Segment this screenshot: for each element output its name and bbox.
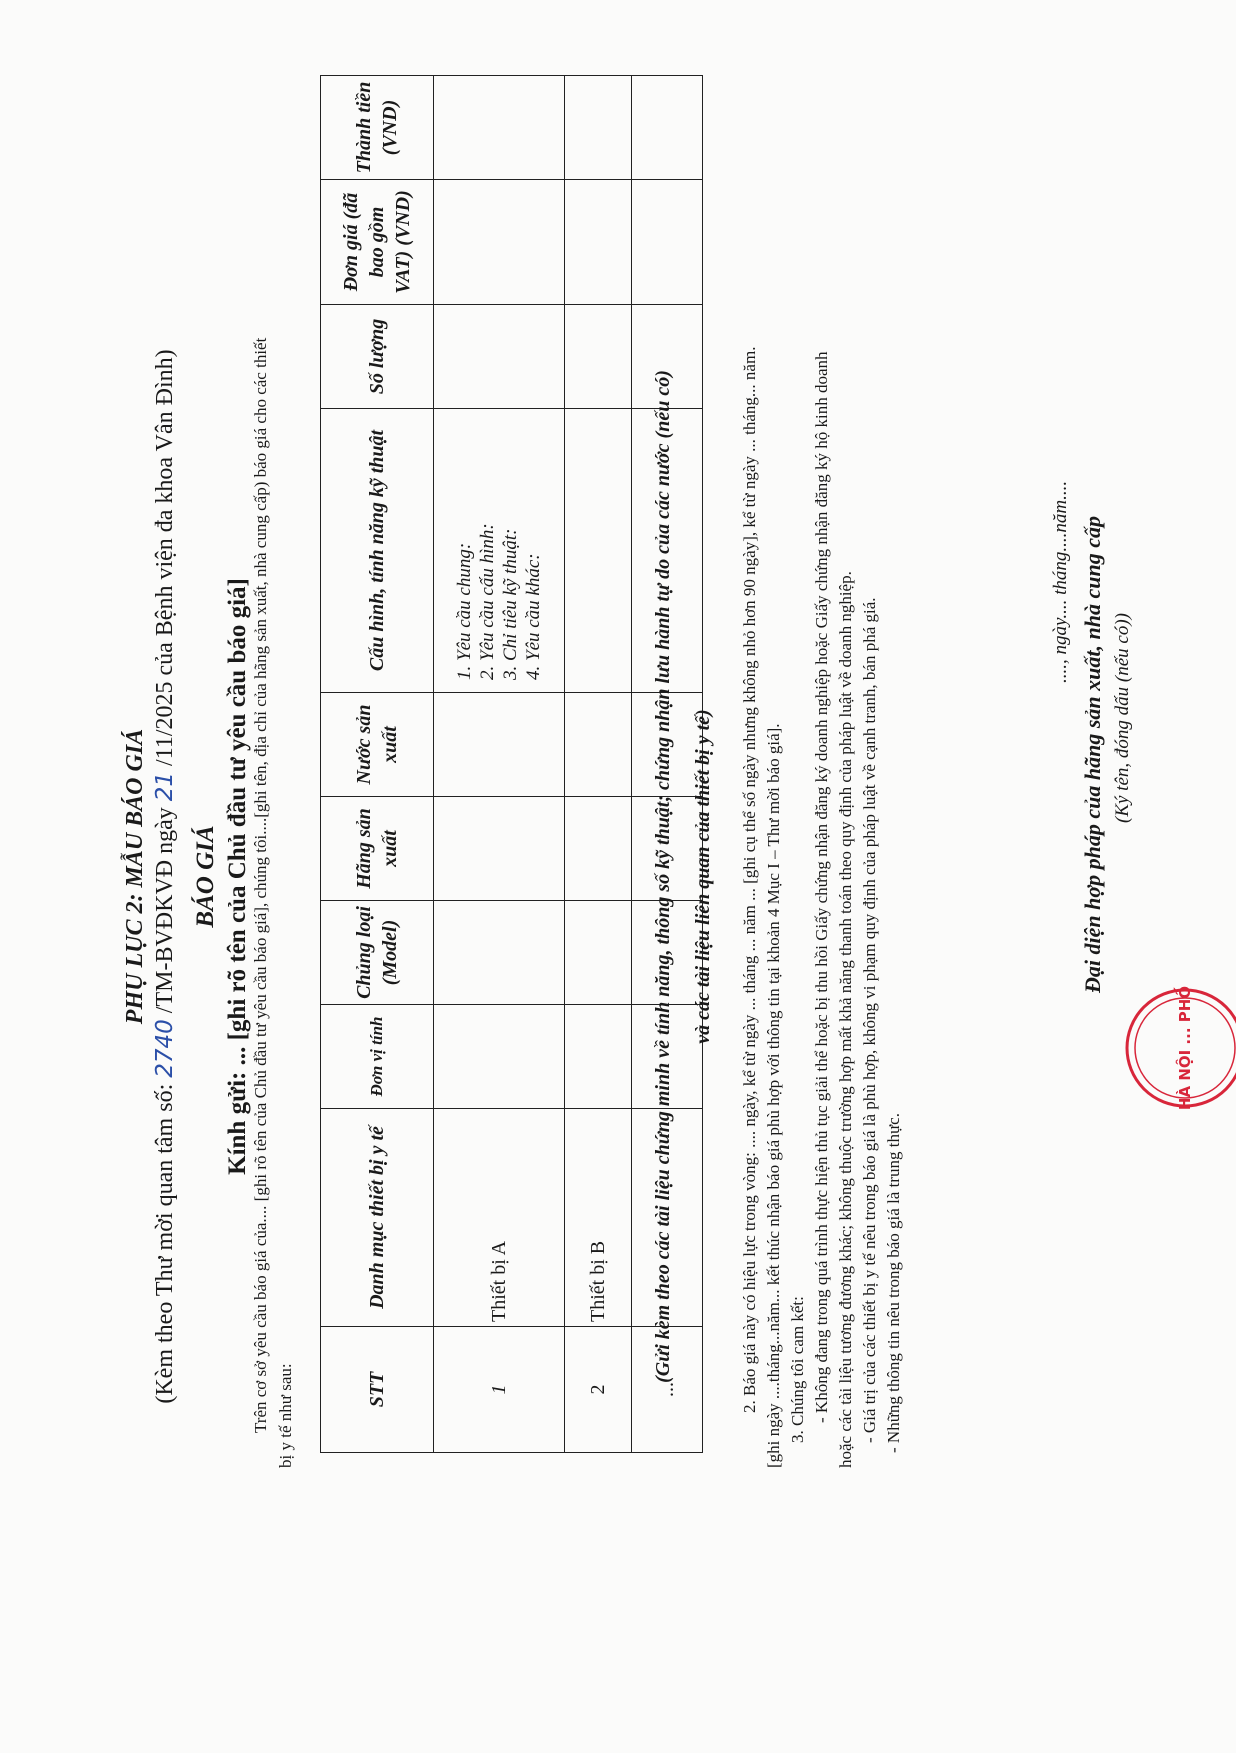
header-quantity: Số lượng <box>321 305 434 409</box>
commitment-1-cont: hoặc các tài liệu tương đương khác; không thuộc trường hợp mất khả năng thanh toán theo quy định của pháp luật về doanh nghiệp. <box>836 571 855 1468</box>
reference-suffix: /11/2025 của Bệnh viện đa khoa Vân Đình) <box>152 349 178 766</box>
row-model <box>434 901 565 1005</box>
intro-line-1: Trên cơ sở yêu cầu báo giá của.... [ghi rõ tên của Chủ đầu tư yêu cầu báo giá], chúng tôi....[ghi tên, địa chỉ của hãng sản xuất, nhà cung cấp) báo giá cho các thiết <box>251 337 270 1433</box>
row-stt: 1 <box>434 1327 565 1453</box>
signature-title: Đại diện hợp pháp của hãng sản xuất, nhà cung cấp <box>1080 516 1105 993</box>
spec-configuration: 2. Yêu cầu cấu hình: <box>477 523 498 680</box>
row-stt: 2 <box>565 1327 632 1453</box>
row-total <box>434 76 565 180</box>
table-row <box>434 76 565 1453</box>
header-model: Chủng loại (Model) <box>321 901 434 1005</box>
appendix-title: PHỤ LỤC 2: MẪU BÁO GIÁ <box>122 728 148 1025</box>
row-specs <box>434 409 565 693</box>
commitment-2: - Giá trị của các thiết bị y tế nêu trong báo giá là phù hợp, không vi phạm quy định của pháp luật về cạnh tranh, bán phá giá. <box>860 597 879 1443</box>
spec-general: 1. Yêu cầu chung: <box>454 542 475 680</box>
validity-note: 2. Báo giá này có hiệu lực trong vòng: .... ngày, kể từ ngày ... tháng ... năm ... [ghi cụ thể số ngày nhưng không nhỏ hơn 90 ngày], kể từ ngày ... tháng... năm. <box>740 346 759 1413</box>
row-manufacturer <box>434 797 565 901</box>
row-specs <box>565 409 632 693</box>
header-total: Thành tiền (VND) <box>321 76 434 180</box>
row-quantity <box>565 305 632 409</box>
document-title: BÁO GIÁ <box>192 825 219 928</box>
handwritten-number: 2740 <box>152 1019 178 1078</box>
table-row <box>565 76 632 1453</box>
row-unit-price <box>434 180 565 305</box>
row-total <box>565 76 632 180</box>
row-manufacturer <box>565 797 632 901</box>
attachments-line-1: (Gửi kèm theo các tài liệu chứng minh về tính năng, thông số kỹ thuật; chứng nhận lưu hành tự do của các nước (nếu có) <box>652 370 674 1383</box>
row-unit <box>434 1005 565 1109</box>
validity-note-cont: [ghi ngày ....tháng...năm... kết thúc nhận báo giá phù hợp với thông tin tại khoản 4 Mục I – Thư mời báo giá]. <box>764 723 783 1468</box>
seal-text: HÀ NỘI ... PHỐ <box>1176 985 1194 1111</box>
header-category: Danh mục thiết bị y tế <box>321 1109 434 1327</box>
quote-table <box>320 75 703 1453</box>
row-item-name: Thiết bị B <box>565 1109 632 1327</box>
header-stt: STT <box>321 1327 434 1453</box>
header-unit: Đơn vị tính <box>321 1005 434 1109</box>
commitment-heading: 3. Chúng tôi cam kết: <box>788 1296 807 1443</box>
reference-prefix: (Kèm theo Thư mời quan tâm số: <box>152 1083 178 1404</box>
reference-line <box>152 0 179 1753</box>
handwritten-day: 21 <box>152 771 178 802</box>
spec-other: 4. Yêu cầu khác: <box>523 553 544 680</box>
row-country <box>434 693 565 797</box>
row-stt: ... <box>632 1327 703 1453</box>
addressee-line: Kính gửi: ... [ghi rõ tên của Chủ đầu tư yêu cầu báo giá] <box>224 578 251 1175</box>
commitment-1: - Không đang trong quá trình thực hiện thủ tục giải thể hoặc bị thu hồi Giấy chứng nhận đăng ký doanh nghiệp hoặc Giấy chứng nhận đăng ký hộ kinh doanh <box>812 351 831 1423</box>
intro-line-2: bị y tế như sau: <box>276 1363 295 1468</box>
signature-date: ...., ngày.... tháng....năm.... <box>1050 480 1071 683</box>
header-specs: Cấu hình, tính năng kỹ thuật <box>321 409 434 693</box>
row-item-name: Thiết bị A <box>434 1109 565 1327</box>
row-unit-price <box>565 180 632 305</box>
spec-technical: 3. Chỉ tiêu kỹ thuật: <box>500 528 521 680</box>
row-country <box>565 693 632 797</box>
signature-note: (Ký tên, đóng dấu (nếu có)) <box>1112 613 1133 823</box>
commitment-3: - Những thông tin nêu trong báo giá là trung thực. <box>884 1113 903 1453</box>
header-manufacturer: Hãng sản xuất <box>321 797 434 901</box>
row-unit <box>565 1005 632 1109</box>
reference-mid: /TM-BVĐKVĐ ngày <box>152 807 178 1014</box>
red-seal-stamp <box>1120 983 1236 1113</box>
row-model <box>565 901 632 1005</box>
table-header-row <box>321 76 434 1453</box>
header-unit-price: Đơn giá (đã bao gồm VAT) (VND) <box>321 180 434 305</box>
row-quantity <box>434 305 565 409</box>
attachments-line-2: và các tài liệu liên quan của thiết bị y tế) <box>692 709 714 1044</box>
header-country: Nước sản xuất <box>321 693 434 797</box>
